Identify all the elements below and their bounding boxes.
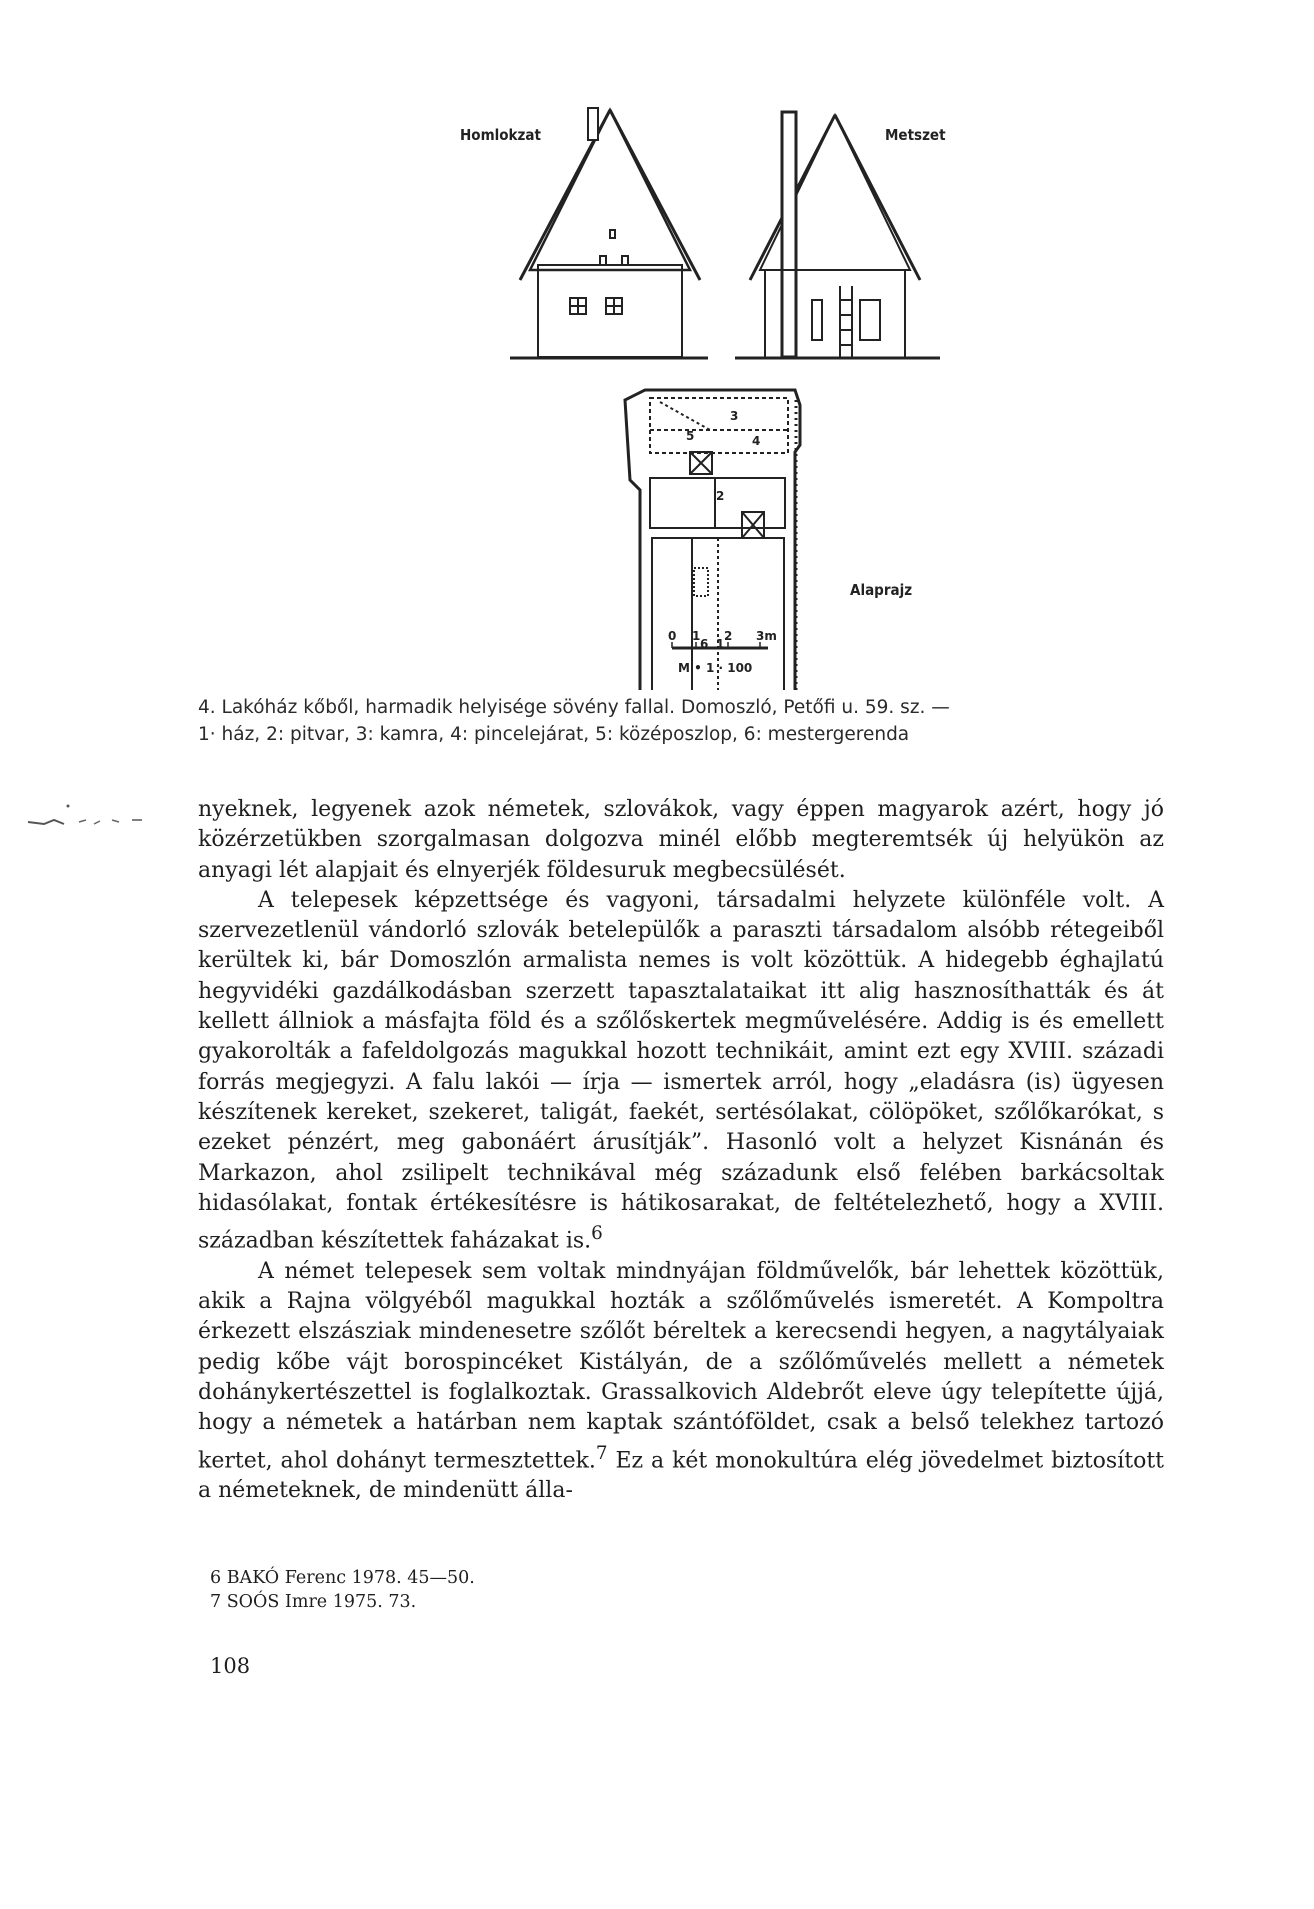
floor-plan <box>625 390 800 690</box>
paragraph-2-text: A telepesek képzettsége és vagyoni, társadalmi helyzete különféle volt. A szervezetlenül vándorló szlovák betelepülők a paraszti társadalom alsóbb rétegeiből kerültek ki, bár Domoszlón armalista nemes is volt közöttük. A hidegebb éghajlatú hegyvidéki gazdálkodásban szerzett tapasztalataikat itt alig hasznosíthatták és át kellett állniok a másfajta föld és a szőlőskertek megművelésére. Addig is és emellett gyakorolták a fafeldolgozás magukkal hozott technikáit, amint ezt egy XVIII. századi forrás megjegyzi. A falu lakói — írja — ismertek arról, hogy „eladásra (is) ügyesen készítenek kereket, szekeret, taligát, faekét, sertésólakat, cölöpöket, szőlőkarókat, s ezeket pénzért, meg gabonáért árusítják”. Hasonló volt a helyzet Kisnánán és Markazon, ahol zsilipelt technikával még századunk első felében barkácsoltak hidasólakat, fontak értékesítésre is hátikosarakat, de feltételezhető, hogy a XVIII. században készítettek faházakat is. <box>198 887 1164 1254</box>
room-number-5: 5 <box>686 429 695 443</box>
paragraph-3 <box>198 1257 1164 1507</box>
room-number-4: 4 <box>752 434 761 448</box>
facade-label: Homlokzat <box>460 126 541 144</box>
paragraph-2 <box>198 886 1164 1257</box>
footnote-ref-7: 7 <box>595 1442 608 1464</box>
room-number-2: 2 <box>716 489 725 503</box>
scale-ratio: M • 1 · 100 <box>678 661 753 675</box>
margin-marks <box>24 800 144 840</box>
section-label: Metszet <box>885 126 946 144</box>
floor-plan-label: Alaprajz <box>850 581 913 599</box>
paragraph-3-tail: Ez a két monokultúra elég jövedelmet biztosított a németeknek, de mindenütt álla- <box>198 1447 1164 1504</box>
caption-line-2: 1· ház, 2: pitvar, 3: kamra, 4: pincelejárat, 5: középoszlop, 6: mestergerenda <box>198 724 910 745</box>
paragraph-1: nyeknek, legyenek azok németek, szlovákok, vagy éppen magyarok azért, hogy jó közérzetükben szorgalmasan dolgozva minél előbb megteremtsék új helyükön az anyagi lét alapjait és elnyerjék földesuruk megbecsülését. <box>198 797 1164 883</box>
room-number-6: 6 <box>700 637 709 651</box>
footnote-ref-6: 6 <box>591 1223 603 1245</box>
house-figure <box>460 100 1000 690</box>
house-drawings <box>460 100 1000 690</box>
body-text <box>198 795 1164 1506</box>
footnote-6: 6 BAKÓ Ferenc 1978. 45—50. <box>210 1568 475 1588</box>
scale-tick-2: 2 <box>724 629 733 643</box>
scale-tick-3m: 3m <box>756 629 777 643</box>
figure-caption <box>198 694 1164 748</box>
room-number-1: 1 <box>716 637 725 651</box>
paragraph-3-text: A német telepesek sem voltak mindnyájan földművelők, bár lehettek közöttük, akik a Rajna völgyéből magukkal hozták a szőlőművelés ismeretét. A Kompoltra érkezett elszásziak mindenesetre szőlőt béreltek a kerecsendi hegyen, a nagytályaiak pedig kőbe vájt borospincéket Kistályán, de a szőlőművelés mellett a németek dohánykertészettel is foglalkoztak. Grassalkovich Aldebrőt eleve úgy telepítette újjá, hogy a németek a határban nem kaptak szántóföldet, csak a belső telekhez tartozó kertet, ahol dohányt termesztettek. <box>198 1258 1164 1473</box>
facade-drawing <box>510 108 708 358</box>
scale-tick-0: 0 <box>668 629 677 643</box>
page-number: 108 <box>210 1654 251 1678</box>
footnote-7: 7 SOÓS Imre 1975. 73. <box>210 1592 417 1612</box>
footnotes <box>210 1566 910 1614</box>
scale-tick-1: 1 <box>692 629 701 643</box>
caption-line-1: 4. Lakóház kőből, harmadik helyisége sövény fallal. Domoszló, Petőfi u. 59. sz. — <box>198 697 950 718</box>
room-number-3: 3 <box>730 409 739 423</box>
section-drawing <box>735 112 940 358</box>
